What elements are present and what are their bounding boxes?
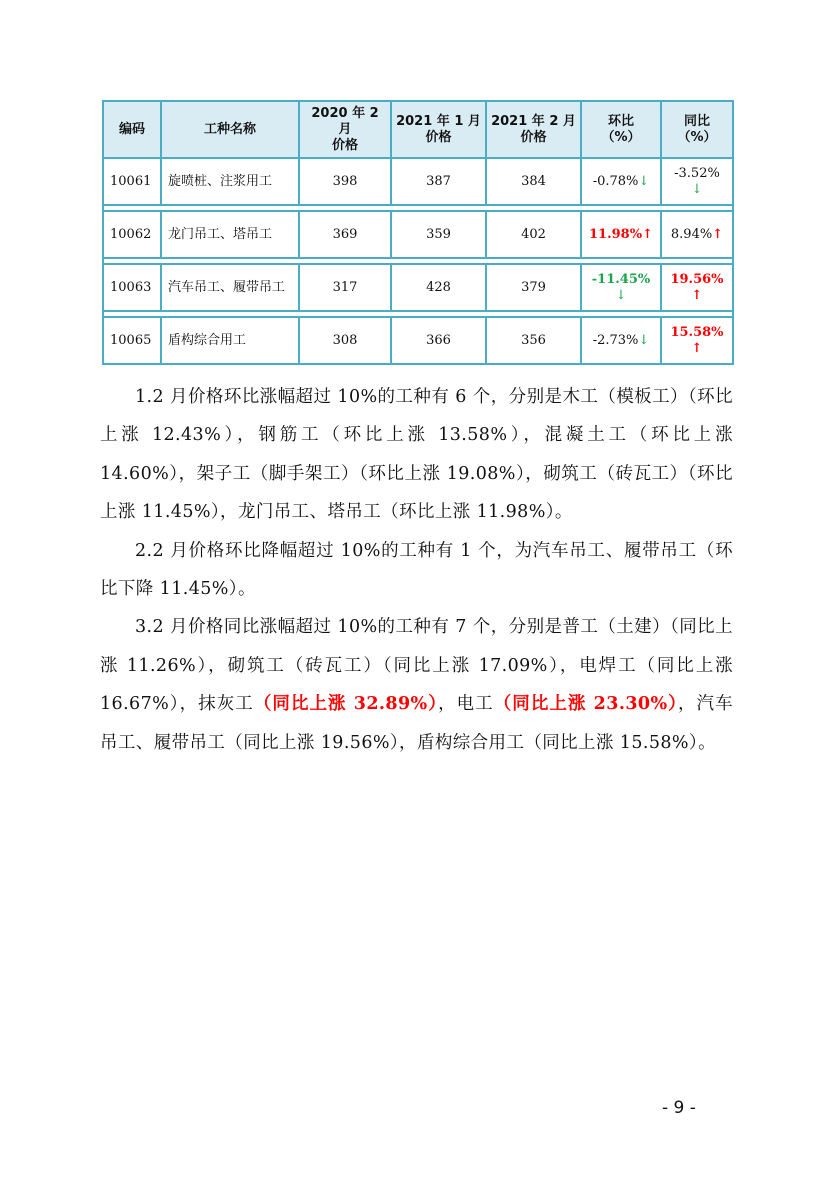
cell-name: 旋喷桩、注浆用工: [161, 158, 299, 205]
cell-name: 盾构综合用工: [161, 317, 299, 364]
cell-price-2020-2: 398: [299, 158, 391, 205]
cell-price-2021-1: 366: [391, 317, 486, 364]
cell-price-2020-2: 308: [299, 317, 391, 364]
cell-name: 龙门吊工、塔吊工: [161, 211, 299, 258]
arrow-down-icon: ↓: [638, 173, 650, 189]
cell-mom: 11.98%↑: [581, 211, 661, 258]
cell-yoy: 15.58% ↑: [661, 317, 733, 364]
header-mom: 环比 （%）: [581, 101, 661, 158]
cell-mom: -11.45% ↓: [581, 264, 661, 311]
table-row: [103, 211, 733, 258]
cell-code: 10061: [103, 158, 161, 205]
cell-mom: -0.78%↓: [581, 158, 661, 205]
header-name: 工种名称: [161, 101, 299, 158]
arrow-down-icon: ↓: [691, 181, 703, 197]
body-text: [100, 378, 733, 762]
header-code: 编码: [103, 101, 161, 158]
cell-price-2021-2: 356: [486, 317, 581, 364]
arrow-up-icon: ↑: [642, 226, 653, 242]
arrow-down-icon: ↓: [615, 287, 627, 303]
paragraph-2: 2.2 月价格环比降幅超过 10%的工种有 1 个，为汽车吊工、履带吊工（环比下降 11.45%）。: [100, 540, 733, 600]
header-price-2021-1: 2021 年 1 月 价格: [391, 101, 486, 158]
cell-mom: -2.73%↓: [581, 317, 661, 364]
cell-code: 10062: [103, 211, 161, 258]
table-row: [103, 264, 733, 311]
cell-price-2021-1: 428: [391, 264, 486, 311]
cell-price-2020-2: 369: [299, 211, 391, 258]
arrow-up-icon: ↑: [691, 287, 703, 303]
cell-price-2021-2: 402: [486, 211, 581, 258]
arrow-up-icon: ↑: [691, 340, 703, 356]
table-header-row: [103, 101, 733, 158]
header-yoy: 同比 （%）: [661, 101, 733, 158]
cell-price-2020-2: 317: [299, 264, 391, 311]
cell-name: 汽车吊工、履带吊工: [161, 264, 299, 311]
highlight-plaster: （同比上涨 32.89%）: [253, 694, 439, 715]
cell-price-2021-1: 387: [391, 158, 486, 205]
paragraph-3: 3.2 月价格同比涨幅超过 10%的工种有 7 个，分别是普工（土建）（同比上涨 11.26%），砌筑工（砖瓦工）（同比上涨 17.09%），电焊工（同比上涨 16.67%），抹灰工（同比上涨 32.89%），电工（同比上涨 23.30%），汽车吊工、履带吊工（同比上涨 19.56%），盾构综合用工（同比上涨 15.58%）。: [100, 617, 733, 753]
price-table: [102, 100, 734, 365]
cell-code: 10063: [103, 264, 161, 311]
cell-code: 10065: [103, 317, 161, 364]
cell-price-2021-1: 359: [391, 211, 486, 258]
cell-yoy: -3.52% ↓: [661, 158, 733, 205]
cell-yoy: 8.94%↑: [661, 211, 733, 258]
arrow-up-icon: ↑: [712, 226, 724, 242]
cell-price-2021-2: 379: [486, 264, 581, 311]
cell-yoy: 19.56% ↑: [661, 264, 733, 311]
cell-price-2021-2: 384: [486, 158, 581, 205]
header-price-2021-2: 2021 年 2 月 价格: [486, 101, 581, 158]
highlight-electrician: （同比上涨 23.30%）: [493, 694, 678, 715]
page-number: - 9 -: [662, 1098, 696, 1118]
header-price-2020-2: 2020 年 2 月 价格: [299, 101, 391, 158]
paragraph-1: 1.2 月价格环比涨幅超过 10%的工种有 6 个，分别是木工（模板工）（环比上涨 12.43%），钢筋工（环比上涨 13.58%），混凝土工（环比上涨 14.60%），架子工（脚手架工）（环比上涨 19.08%），砌筑工（砖瓦工）（环比上涨 11.45%），龙门吊工、塔吊工（环比上涨 11.98%）。: [100, 387, 733, 523]
table-row: [103, 317, 733, 364]
table-row: [103, 158, 733, 205]
arrow-down-icon: ↓: [638, 332, 650, 348]
